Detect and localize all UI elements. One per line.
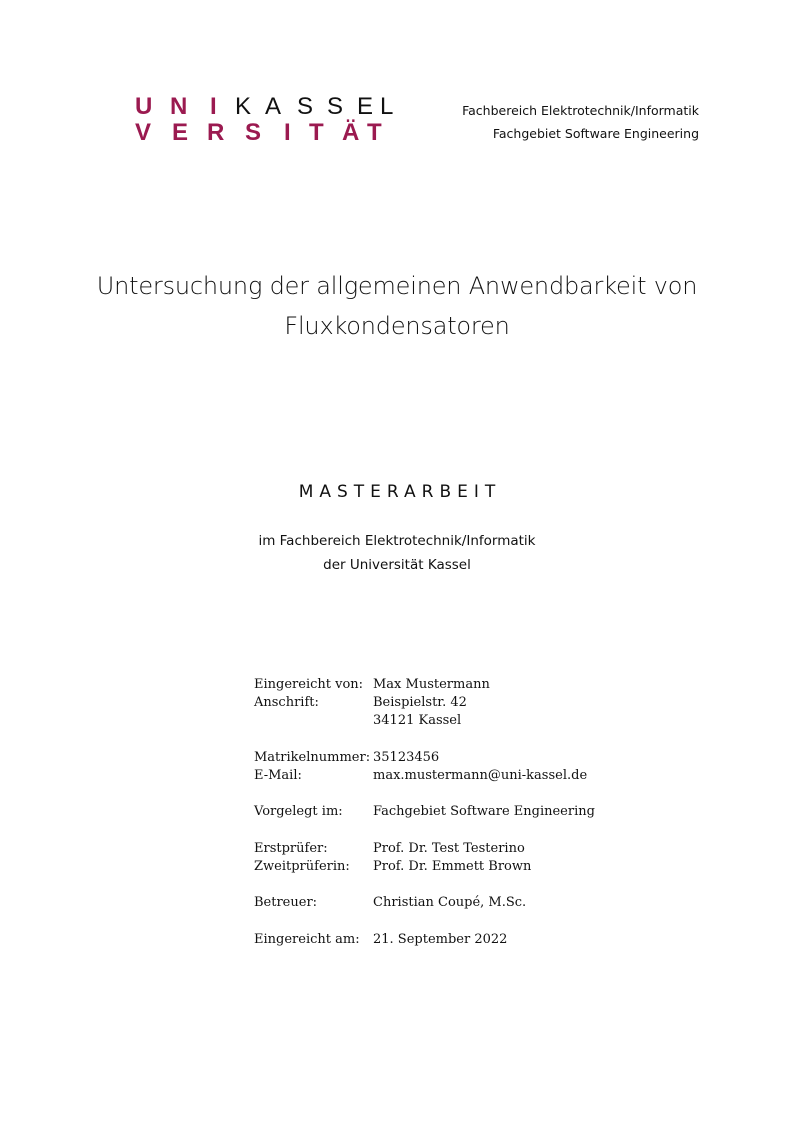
detail-value: Beispielstr. 42 bbox=[373, 695, 467, 711]
detail-row bbox=[254, 840, 595, 858]
logo-letter: I bbox=[210, 93, 217, 120]
detail-value: Fachgebiet Software Engineering bbox=[373, 804, 595, 820]
detail-label: Betreuer: bbox=[254, 895, 318, 911]
detail-value: 34121 Kassel bbox=[373, 713, 462, 729]
group-label: Fachgebiet Software Engineering bbox=[492, 126, 699, 141]
detail-value: Max Mustermann bbox=[373, 677, 490, 692]
detail-row bbox=[254, 803, 595, 821]
submitted-in-group bbox=[254, 803, 595, 821]
detail-value: 21. September 2022 bbox=[373, 931, 508, 947]
detail-row bbox=[254, 712, 595, 730]
logo-row-2 bbox=[135, 120, 390, 146]
title-line-1: Untersuchung der allgemeinen Anwendbarkeit von bbox=[96, 272, 698, 300]
detail-label: Eingereicht von: bbox=[254, 677, 364, 692]
thesis-title bbox=[0, 266, 794, 346]
detail-label: Erstprüfer: bbox=[254, 840, 328, 856]
logo-letter: Ä bbox=[342, 119, 360, 146]
detail-row bbox=[254, 749, 595, 767]
logo-letter: T bbox=[367, 119, 382, 146]
faculty-line-1: im Fachbereich Elektrotechnik/Informatik bbox=[258, 533, 536, 549]
detail-value: Prof. Dr. Emmett Brown bbox=[373, 858, 532, 874]
detail-label: Eingereicht am: bbox=[254, 931, 360, 947]
contact-group bbox=[254, 749, 595, 785]
logo-letter: T bbox=[309, 119, 324, 146]
faculty-info bbox=[0, 529, 794, 577]
header-affiliation bbox=[462, 99, 699, 145]
detail-label bbox=[254, 712, 373, 730]
faculty-line-2: der Universität Kassel bbox=[323, 557, 471, 573]
logo-letter: U bbox=[135, 93, 153, 120]
detail-label: Anschrift: bbox=[254, 695, 319, 711]
detail-label: Matrikelnummer: bbox=[254, 749, 371, 765]
detail-value: Christian Coupé, M.Sc. bbox=[373, 895, 527, 911]
title-line-2: Fluxkondensatoren bbox=[284, 312, 510, 340]
detail-label: Zweitprüferin: bbox=[254, 858, 350, 874]
logo-letter: K bbox=[235, 93, 252, 120]
logo-letter: A bbox=[265, 93, 282, 120]
detail-label: E-Mail: bbox=[254, 767, 302, 783]
thesis-type: MASTERARBEIT bbox=[298, 482, 502, 502]
logo-letter: E bbox=[172, 119, 189, 146]
examiners-group bbox=[254, 840, 595, 876]
submission-details bbox=[254, 676, 595, 967]
logo-letter: R bbox=[207, 119, 225, 146]
detail-row bbox=[254, 676, 595, 694]
date-group bbox=[254, 931, 595, 949]
logo-letter: L bbox=[380, 93, 394, 120]
logo-letter: V bbox=[135, 119, 152, 146]
email-value: max.mustermann@uni-kassel.de bbox=[373, 767, 588, 783]
detail-value: Prof. Dr. Test Testerino bbox=[373, 840, 525, 856]
detail-label: Vorgelegt im: bbox=[254, 804, 343, 820]
logo-letter: S bbox=[245, 119, 262, 146]
detail-row bbox=[254, 894, 595, 912]
logo-letter: S bbox=[297, 93, 314, 120]
logo-letter: N bbox=[170, 93, 188, 120]
university-logo bbox=[135, 93, 394, 146]
detail-row bbox=[254, 694, 595, 712]
supervisor-group bbox=[254, 894, 595, 912]
logo-letter: E bbox=[357, 93, 374, 120]
logo-letter: S bbox=[327, 93, 344, 120]
logo-row-1 bbox=[135, 93, 394, 120]
detail-value: 35123456 bbox=[373, 749, 440, 765]
detail-row bbox=[254, 767, 595, 785]
logo-letter: I bbox=[284, 119, 291, 146]
detail-row bbox=[254, 858, 595, 876]
author-group bbox=[254, 676, 595, 731]
department-label: Fachbereich Elektrotechnik/Informatik bbox=[462, 103, 699, 118]
detail-row bbox=[254, 931, 595, 949]
